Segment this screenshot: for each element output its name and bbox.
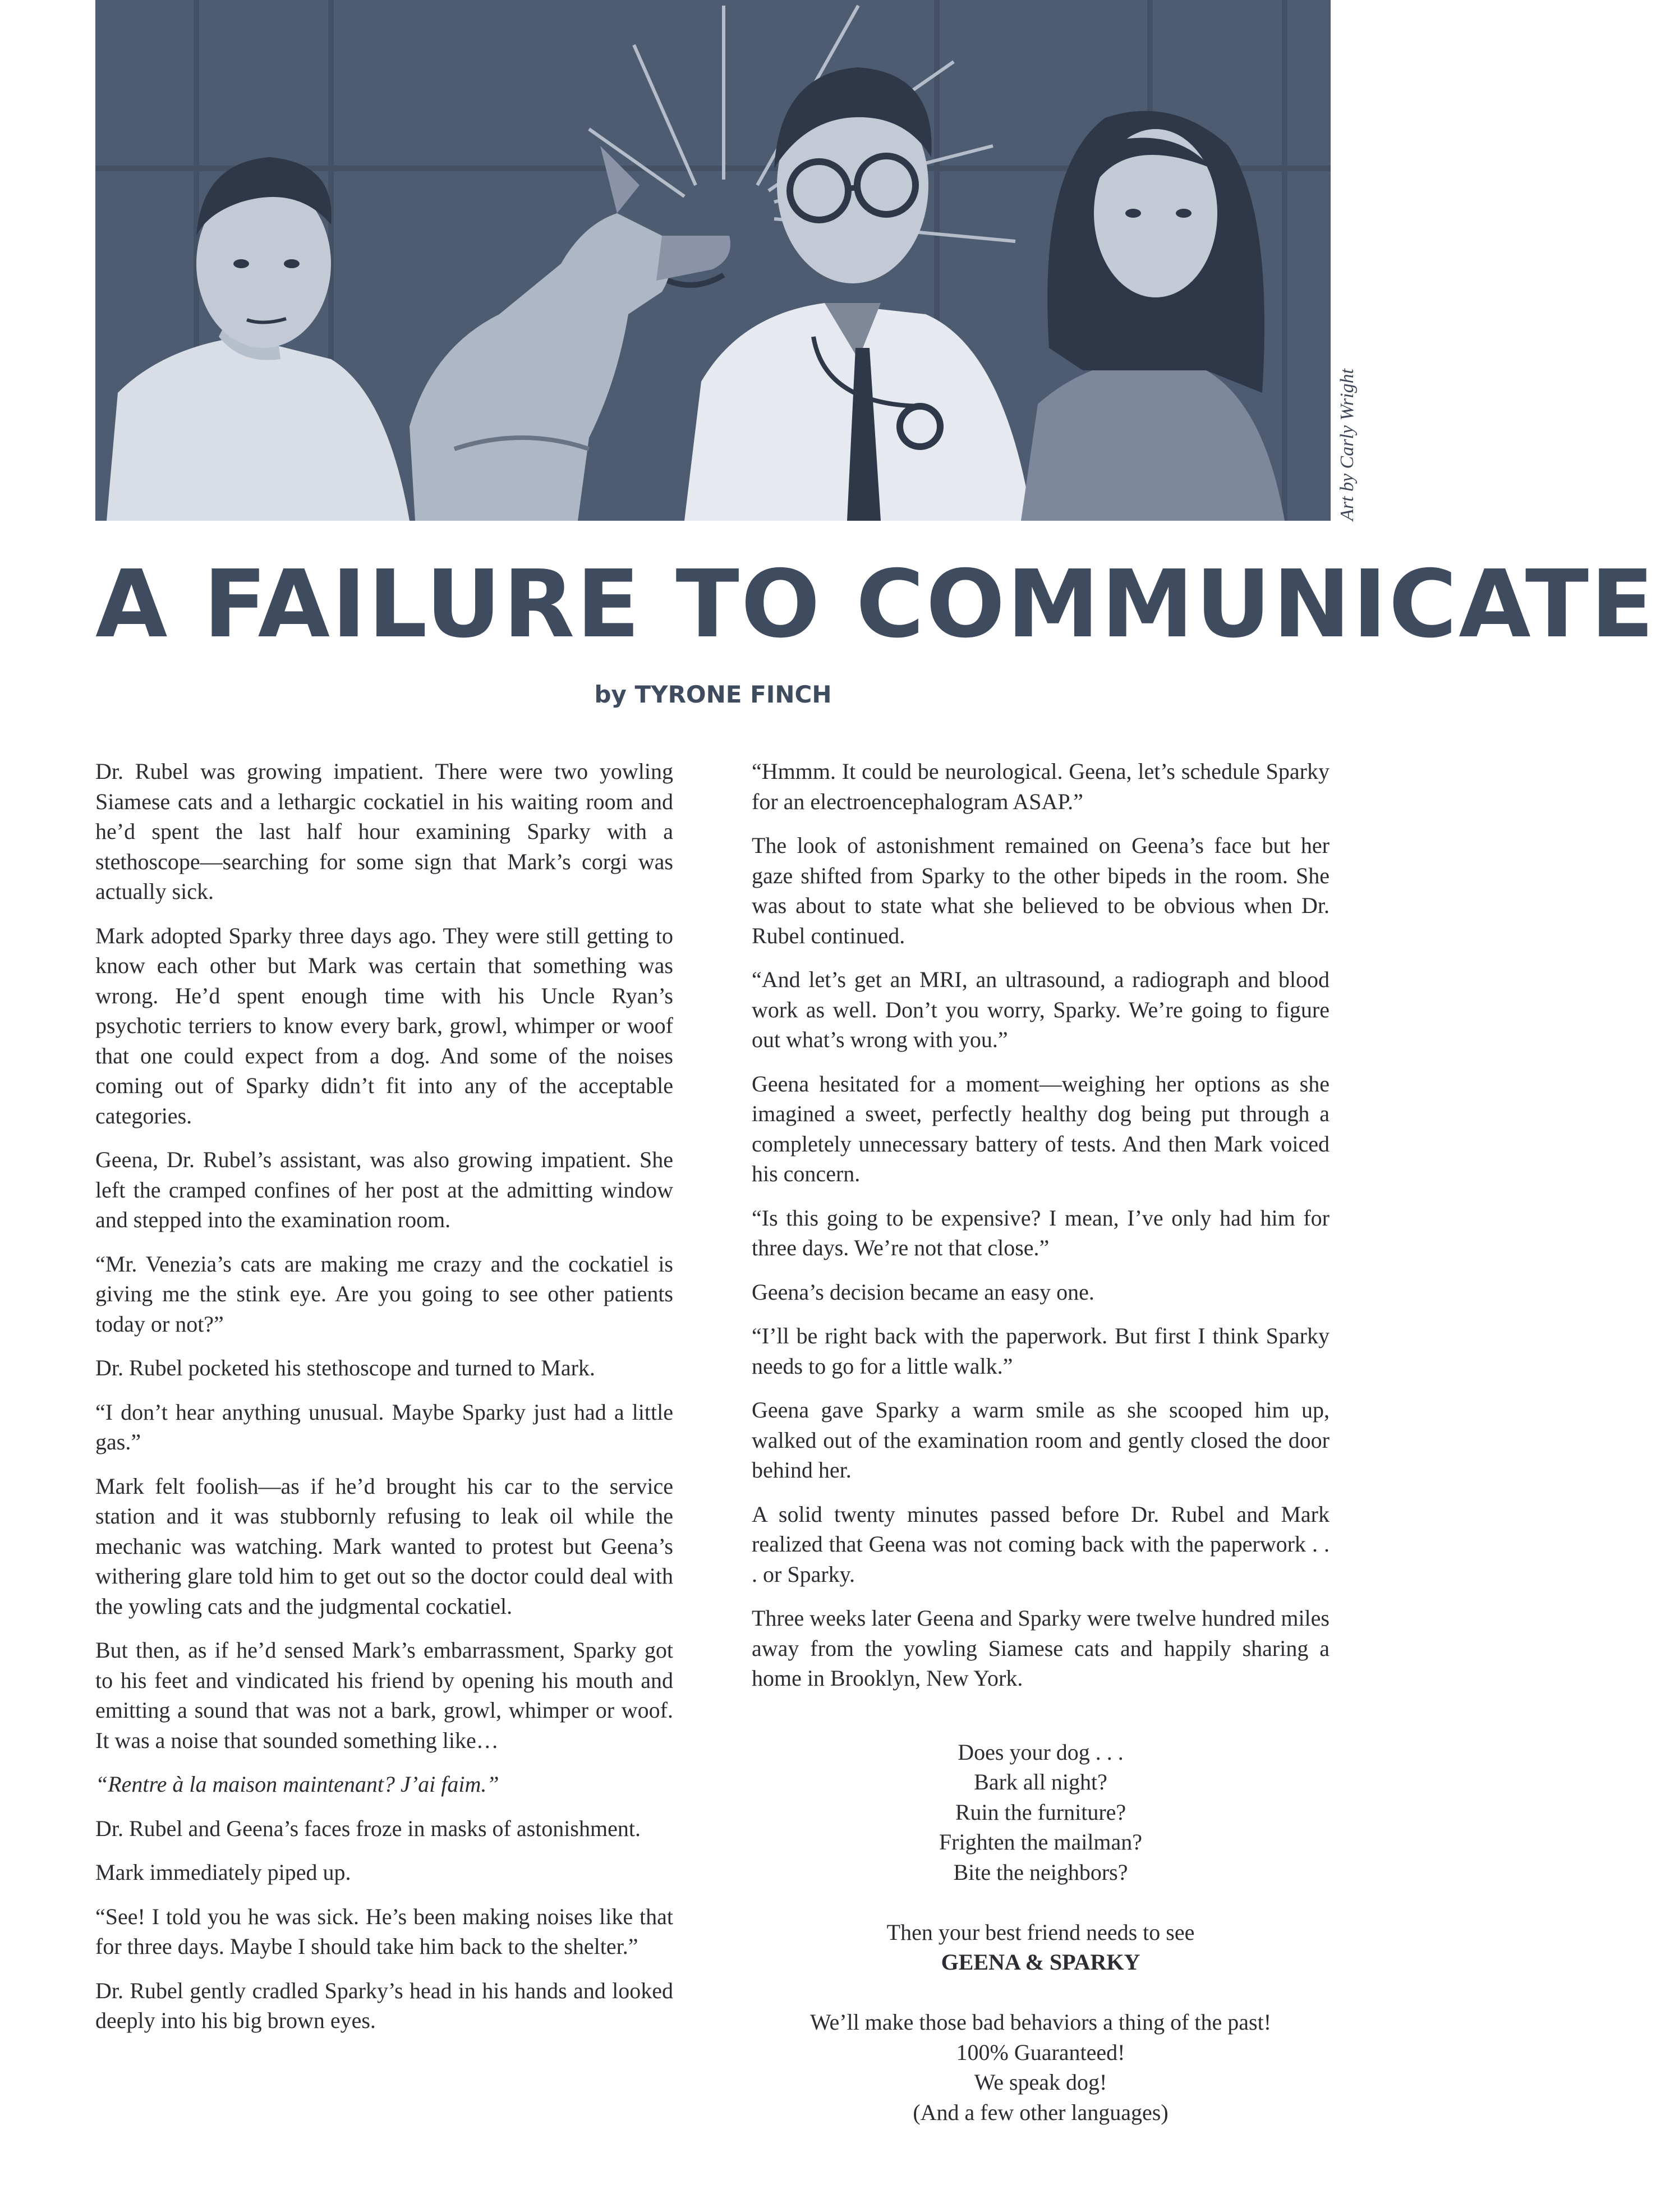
paragraph: The look of astonishment remained on Geena’s face but her gaze shifted from Sparky to the other bipeds in the room. She was about to state what she believed to be obvious when Dr. Rubel continued. <box>752 833 1330 948</box>
paragraph: “And let’s get an MRI, an ultrasound, a radiograph and blood work as well. Don’t you worry, Sparky. We’re going to figure out what’s wrong with you.” <box>752 967 1330 1052</box>
ad-line: Bite the neighbors? <box>953 1859 1128 1885</box>
paragraph: “See! I told you he was sick. He’s been making noises like that for three days. Maybe I should take him back to the shelter.” <box>95 1903 673 1959</box>
paragraph: Mark adopted Sparky three days ago. They were still getting to know each other but Mark was certain that something was wrong. He’d spent enough time with his Uncle Ryan’s psychotic terriers to know every bark, growl, whimper or woof that one could expect from a dog. And some of the noises coming out of Sparky didn’t fit into any of the acceptable categories. <box>95 923 673 1128</box>
left-column <box>95 756 673 2050</box>
paragraph: Dr. Rubel was growing impatient. There were two yowling Siamese cats and a lethargic cockatiel in his waiting room and he’d spent the last half hour examining Sparky with a stethoscope—searching for some sign that Mark’s corgi was actually sick. <box>95 759 673 904</box>
ad-line: We speak dog! <box>974 2069 1107 2095</box>
paragraph: Geena hesitated for a moment—weighing her options as she imagined a sweet, perfectly healthy dog being put through a completely unnecessary battery of tests. And then Mark voiced his concern. <box>752 1071 1330 1186</box>
ad-line: Ruin the furniture? <box>955 1799 1126 1825</box>
ad-lead: Then your best friend needs to see <box>886 1919 1195 1945</box>
paragraph: “I’ll be right back with the paperwork. But first I think Sparky needs to go for a little walk.” <box>752 1323 1330 1379</box>
paragraph: “I don’t hear anything unusual. Maybe Sparky just had a little gas.” <box>95 1399 673 1454</box>
paragraph: Mark felt foolish—as if he’d brought his car to the service station and it was stubbornly refusing to leak oil while the mechanic was watching. Mark wanted to protest but Geena’s withering glare told him to get out so the doctor could deal with the yowling cats and the judgmental cockatiel. <box>95 1473 673 1619</box>
paragraph: “Hmmm. It could be neurological. Geena, let’s schedule Sparky for an electroencephalogram ASAP.” <box>752 759 1330 814</box>
ad-line: We’ll make those bad behaviors a thing of the past! <box>809 2009 1272 2035</box>
paragraph: Dr. Rubel and Geena’s faces froze in masks of astonishment. <box>95 1815 641 1841</box>
advertisement <box>752 1737 1330 2128</box>
ad-line: 100% Guaranteed! <box>956 2039 1125 2065</box>
illustration-art <box>95 0 1331 521</box>
paragraph: Mark immediately piped up. <box>95 1860 351 1885</box>
right-column <box>752 756 1330 2127</box>
ad-line: Frighten the mailman? <box>939 1829 1143 1855</box>
paragraph: Geena, Dr. Rubel’s assistant, was also growing impatient. She left the cramped confines of her post at the admitting window and stepped into the examination room. <box>95 1147 673 1232</box>
ad-brand: GEENA & SPARKY <box>941 1949 1140 1975</box>
paragraph: A solid twenty minutes passed before Dr. Rubel and Mark realized that Geena was not coming back with the paperwork . . . or Sparky. <box>752 1501 1330 1587</box>
paragraph: “Is this going to be expensive? I mean, I’ve only had him for three days. We’re not that close.” <box>752 1205 1330 1260</box>
paragraph: Geena gave Sparky a warm smile as she scooped him up, walked out of the examination room and gently closed the door behind her. <box>752 1397 1330 1483</box>
header-illustration <box>95 0 1331 521</box>
ad-line: (And a few other languages) <box>913 2099 1169 2125</box>
ad-line: Does your dog . . . <box>958 1739 1124 1765</box>
paragraph: Three weeks later Geena and Sparky were twelve hundred miles away from the yowling Siamese cats and happily sharing a home in Brooklyn, New York. <box>752 1605 1330 1691</box>
paragraph: Dr. Rubel gently cradled Sparky’s head in his hands and looked deeply into his big brown eyes. <box>95 1977 673 2033</box>
paragraph: Geena’s decision became an easy one. <box>752 1279 1094 1305</box>
paragraph: Dr. Rubel pocketed his stethoscope and turned to Mark. <box>95 1355 595 1380</box>
article-title: A FAILURE TO COMMUNICATE <box>95 550 1656 659</box>
paragraph: “Mr. Venezia’s cats are making me crazy and the cockatiel is giving me the stink eye. Are you going to see other patients today or not?” <box>95 1251 673 1337</box>
french-quote: “Rentre à la maison maintenant? J’ai faim.” <box>95 1772 499 1797</box>
ad-line: Bark all night? <box>974 1769 1107 1795</box>
byline: by TYRONE FINCH <box>594 681 832 708</box>
art-credit: Art by Carly Wright <box>1337 368 1358 521</box>
paragraph: But then, as if he’d sensed Mark’s embarrassment, Sparky got to his feet and vindicated his friend by opening his mouth and emitting a sound that was not a bark, growl, whimper or woof. It was a noise that sounded something like… <box>95 1637 673 1753</box>
